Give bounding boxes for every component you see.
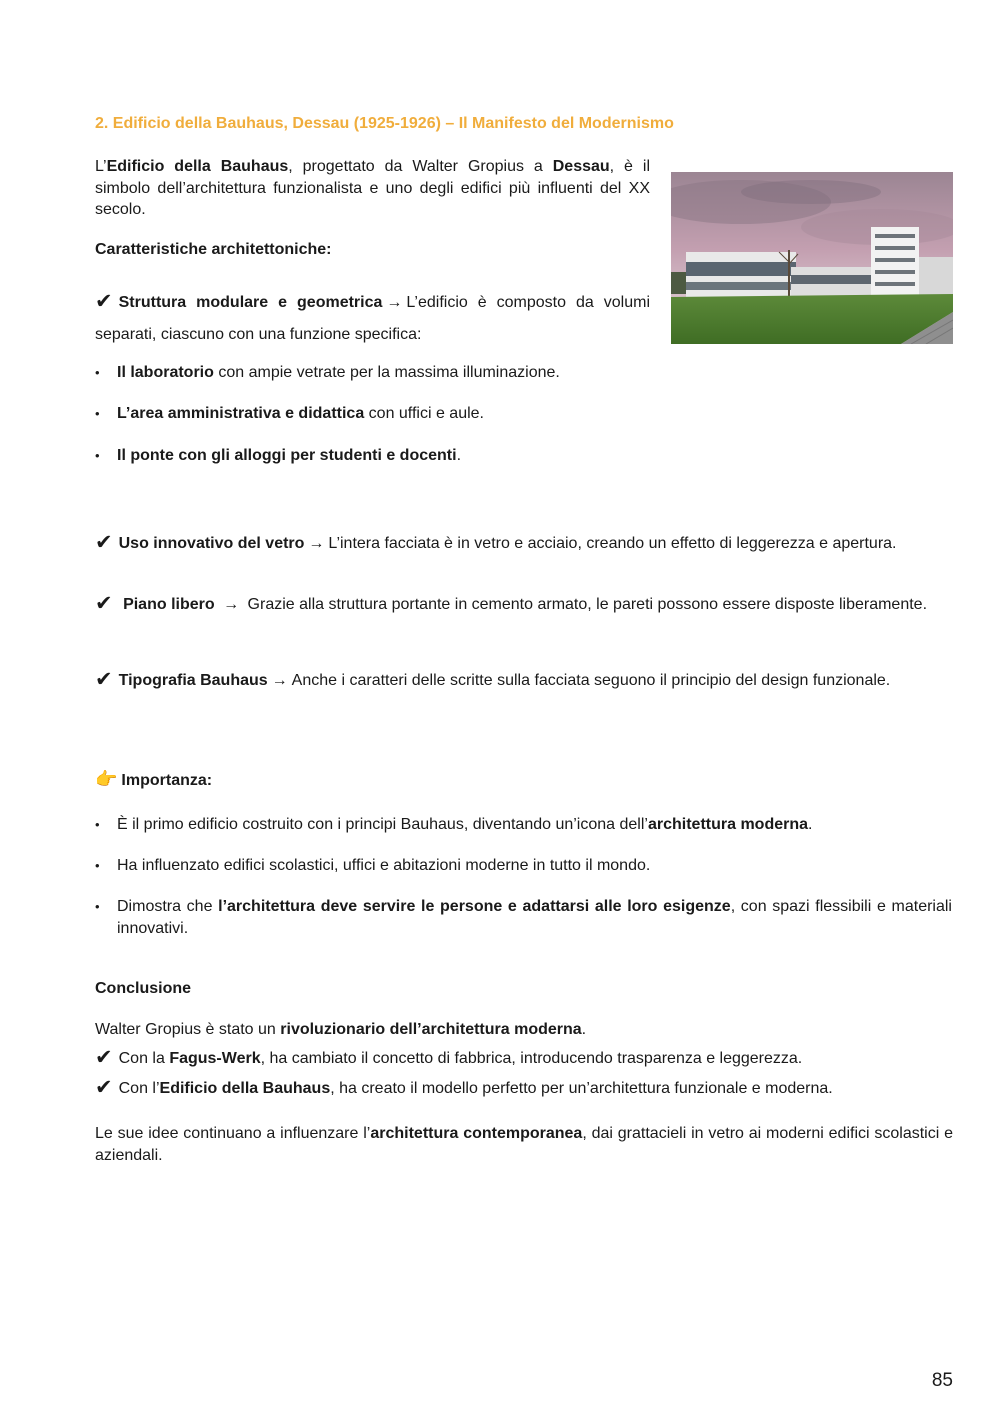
- feature-glass-use: ✔ Uso innovativo del vetro → L’intera facciata è in vetro e acciaio, creando un effetto di leggerezza e apertura.: [95, 531, 897, 554]
- arrow-icon: →: [308, 535, 325, 552]
- page-number: 85: [931, 1370, 953, 1391]
- conclusion-intro: Walter Gropius è stato un rivoluzionario dell’architettura moderna.: [95, 1021, 587, 1038]
- checkmark-icon: ✔: [95, 592, 113, 615]
- features-heading: Caratteristiche architettoniche:: [95, 241, 332, 258]
- bullet-icon: •: [95, 817, 100, 832]
- bullet-icon: •: [95, 406, 100, 421]
- feature-modular-structure: ✔ Struttura modulare e geometrica → L’edificio è composto da volumi separati, ciascuno con una funzione specifica:: [95, 290, 651, 343]
- conclusion-heading: Conclusione: [95, 980, 192, 997]
- list-item: • Dimostra che l’architettura deve servire le persone e adattarsi alle loro esigenze, con spazi flessibili e materiali innovativi.: [95, 898, 952, 937]
- conclusion-check-fagus: ✔ Con la Fagus-Werk, ha cambiato il concetto di fabbrica, introducendo trasparenza e leggerezza.: [95, 1046, 803, 1069]
- arrow-icon: →: [223, 596, 240, 613]
- bullet-icon: •: [95, 365, 100, 380]
- list-item: • L’area amministrativa e didattica con uffici e aule.: [95, 403, 952, 425]
- feature-typography: ✔ Tipografia Bauhaus → Anche i caratteri delle scritte sulla facciata seguono il principio del design funzionale.: [95, 668, 891, 691]
- arrow-icon: →: [386, 294, 403, 311]
- feature-free-plan: ✔ Piano libero → Grazie alla struttura portante in cemento armato, le pareti possono essere disposte liberamente.: [95, 592, 928, 615]
- checkmark-icon: ✔: [95, 1046, 113, 1069]
- bullet-icon: •: [95, 448, 100, 463]
- checkmark-icon: ✔: [95, 290, 113, 313]
- conclusion-check-bauhaus: ✔ Con l’Edificio della Bauhaus, ha creato il modello perfetto per un’architettura funzionale e moderna.: [95, 1076, 833, 1099]
- list-item: • È il primo edificio costruito con i principi Bauhaus, diventando un’icona dell’architettura moderna.: [95, 814, 952, 836]
- bullet-icon: •: [95, 899, 100, 914]
- intro-paragraph: L’Edificio della Bauhaus, progettato da Walter Gropius a Dessau, è il simbolo dell’architettura funzionalista e uno degli edifici più influenti del XX secolo.: [95, 158, 650, 218]
- checkmark-icon: ✔: [95, 1076, 113, 1099]
- list-item: • Il laboratorio con ampie vetrate per la massima illuminazione.: [95, 362, 952, 384]
- pointing-hand-icon: 👉: [95, 769, 118, 789]
- bauhaus-building-photo: [671, 172, 953, 344]
- section-title: 2. Edificio della Bauhaus, Dessau (1925-1926) – Il Manifesto del Modernismo: [95, 115, 674, 132]
- bullet-icon: •: [95, 858, 100, 873]
- checkmark-icon: ✔: [95, 531, 113, 554]
- list-item: • Il ponte con gli alloggi per studenti e docenti.: [95, 445, 952, 467]
- checkmark-icon: ✔: [95, 668, 113, 691]
- importance-heading: 👉 Importanza:: [95, 769, 213, 789]
- conclusion-final-paragraph: Le sue idee continuano a influenzare l’architettura contemporanea, dai grattacieli in vetro ai moderni edifici scolastici e aziendali.: [95, 1125, 954, 1164]
- arrow-icon: →: [271, 672, 288, 689]
- list-item: • Ha influenzato edifici scolastici, uffici e abitazioni moderne in tutto il mondo.: [95, 855, 952, 877]
